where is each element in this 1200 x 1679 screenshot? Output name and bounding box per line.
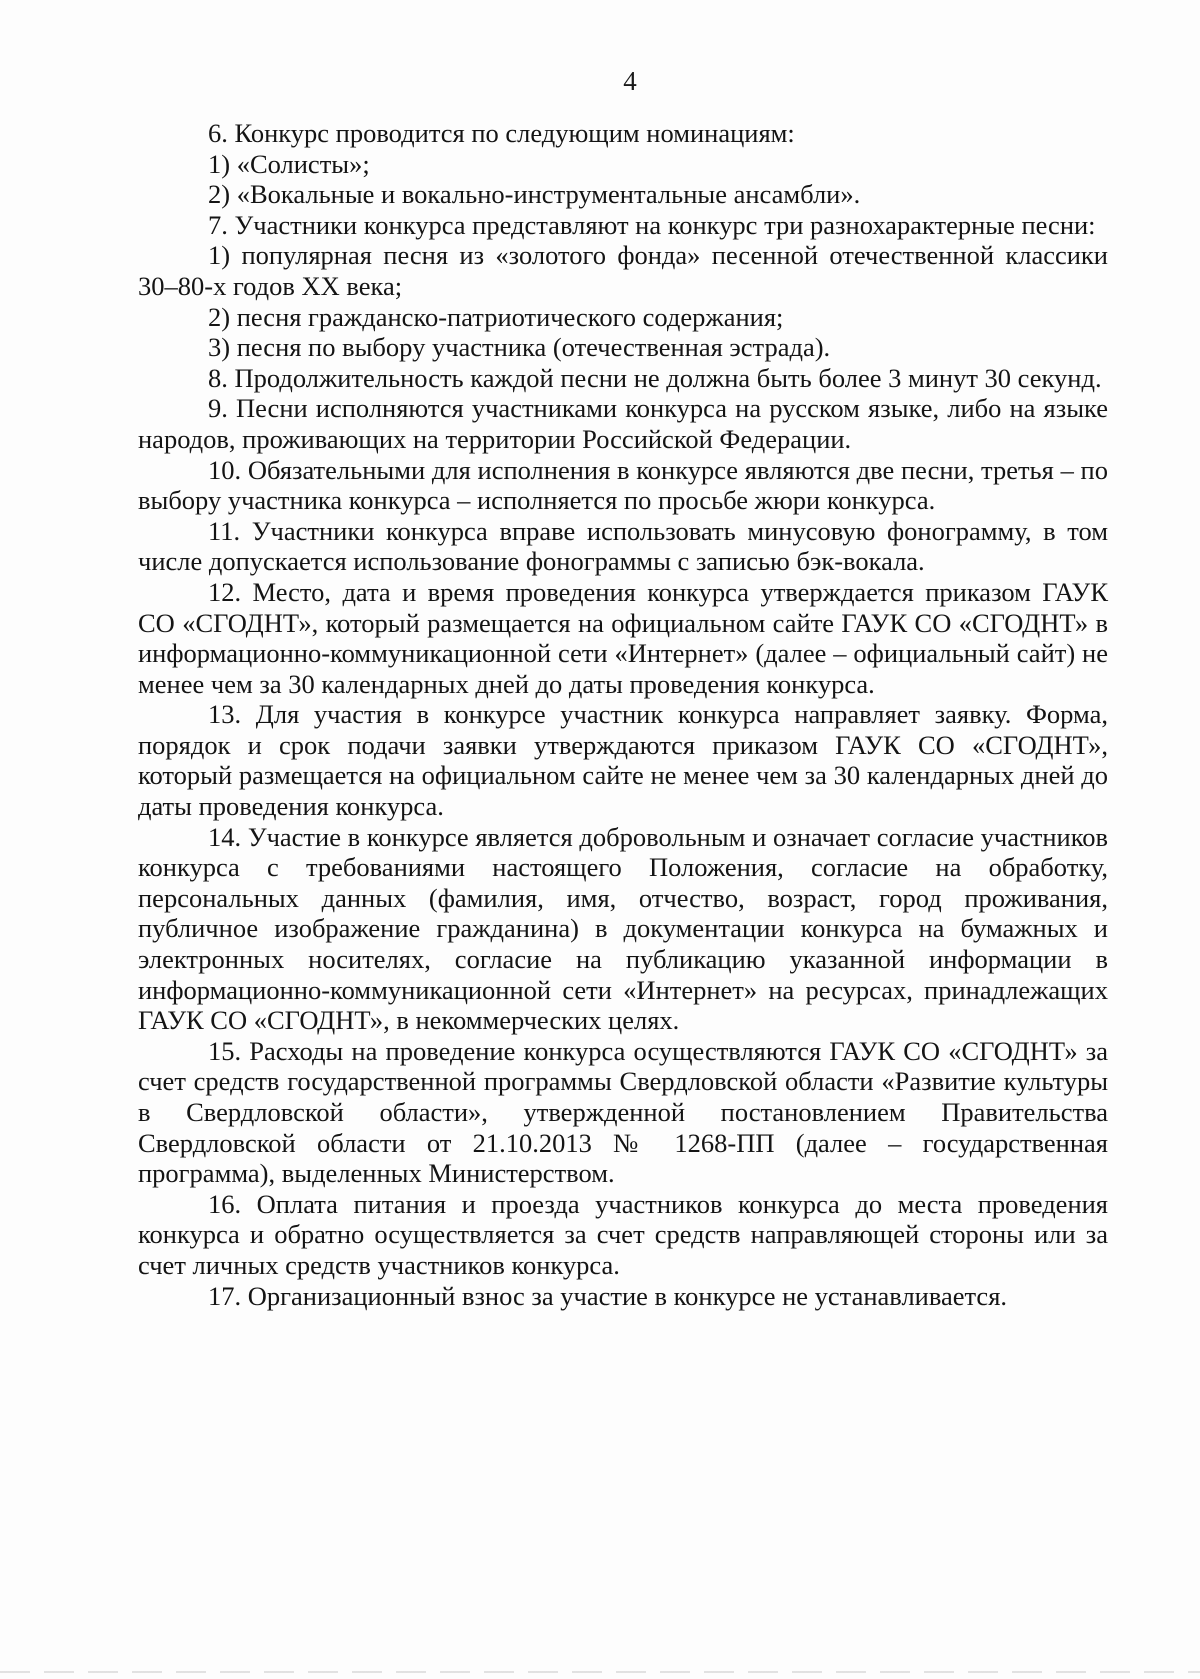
list-item-patriotic-song: 2) песня гражданско-патриотического содержания; <box>208 301 784 332</box>
page-number: 4 <box>623 66 637 96</box>
paragraph-10: 10. Обязательными для исполнения в конкурсе являются две песни, третья – по выбору участника конкурса – исполняется по просьбе жюри конкурса. <box>138 454 1108 516</box>
paragraph-17: 17. Организационный взнос за участие в конкурсе не устанавливается. <box>208 1280 1008 1311</box>
paragraph-6: 6. Конкурс проводится по следующим номинациям: <box>208 118 795 148</box>
list-item-soloists: 1) «Солисты»; <box>208 148 370 179</box>
paragraph-8: 8. Продолжительность каждой песни не должна быть более 3 минут 30 секунд. <box>208 362 1102 393</box>
paragraph-15: 15. Расходы на проведение конкурса осуществляются ГАУК СО «СГОДНТ» за счет средств государственной программы Свердловской области «Развитие культуры в Свердловской области», утвержденной постановлением Правительства Свердловской области от 21.10.2013 № 1268-ПП (далее – государственная программа), выделенных Министерством. <box>138 1035 1108 1189</box>
paragraph-7: 7. Участники конкурса представляют на конкурс три разнохарактерные песни: <box>208 209 1096 240</box>
scan-edge-divider <box>0 1671 1200 1673</box>
document-body <box>138 118 1108 1311</box>
list-item-choice-song: 3) песня по выбору участника (отечественная эстрада). <box>208 332 831 363</box>
paragraph-9: 9. Песни исполняются участниками конкурса на русском языке, либо на языке народов, проживающих на территории Российской Федерации. <box>138 393 1108 454</box>
paragraph-14: 14. Участие в конкурсе является добровольным и означает согласие участников конкурса с требованиями настоящего Положения, согласие на обработку, персональных данных (фамилия, имя, отчество, возраст, город проживания, публичное изображение гражданина) в документации конкурса на бумажных и электронных носителях, согласие на публикацию указанной информации в информационно-коммуникационной сети «Интернет» на ресурсах, принадлежащих ГАУК СО «СГОДНТ», в некоммерческих целях. <box>138 821 1108 1036</box>
paragraph-16: 16. Оплата питания и проезда участников конкурса до места проведения конкурса и обратно осуществляется за счет средств направляющей стороны или за счет личных средств участников конкурса. <box>138 1188 1108 1280</box>
paragraph-12: 12. Место, дата и время проведения конкурса утверждается приказом ГАУК СО «СГОДНТ», который размещается на официальном сайте ГАУК СО «СГОДНТ» в информационно-коммуникационной сети «Интернет» (далее – официальный сайт) не менее чем за 30 календарных дней до даты проведения конкурса. <box>138 576 1108 699</box>
paragraph-11: 11. Участники конкурса вправе использовать минусовую фонограмму, в том числе допускается использование фонограммы с записью бэк-вокала. <box>138 515 1108 577</box>
list-item-ensembles: 2) «Вокальные и вокально-инструментальные ансамбли». <box>208 179 861 210</box>
paragraph-13: 13. Для участия в конкурсе участник конкурса направляет заявку. Форма, порядок и срок подачи заявки утверждаются приказом ГАУК СО «СГОДНТ», который размещается на официальном сайте не менее чем за 30 календарных дней до даты проведения конкурса. <box>138 699 1108 822</box>
list-item-popular-song: 1) популярная песня из «золотого фонда» песенной отечественной классики 30–80-х годов XX века; <box>138 240 1108 301</box>
